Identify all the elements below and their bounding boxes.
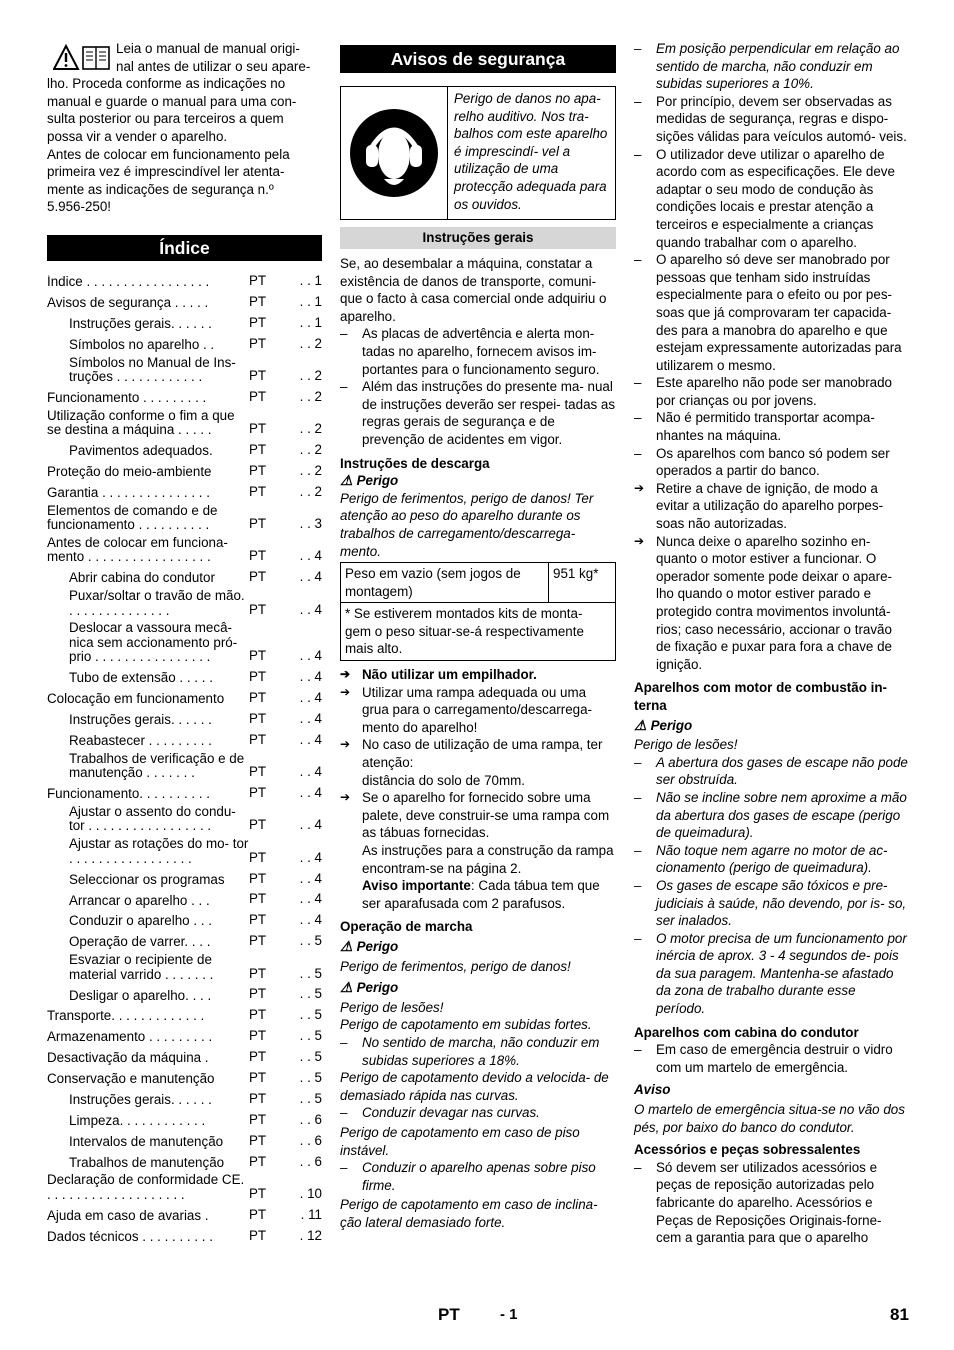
intro-line: Antes de colocar em funcionamento pela [47, 146, 290, 162]
toc-entry[interactable] [47, 985, 322, 1003]
toc-entry-language: PT [249, 314, 267, 330]
toc-entry-language: PT [249, 648, 267, 664]
toc-entry-page: . . 2 [299, 483, 322, 499]
toc-entry-page: . 10 [299, 1185, 322, 1201]
toc-entry-page: . . 2 [299, 462, 322, 478]
paragraph: Perigo de capotamento devido a velocida- de demasiado rápida nas curvas. [340, 1070, 609, 1103]
toc-entry[interactable] [47, 932, 322, 950]
toc-entry-language: PT [249, 711, 267, 727]
toc-entry-page: . . 1 [299, 293, 322, 309]
toc-entry-language: PT [249, 548, 267, 564]
arrow-subtext: distância do solo de 70mm. [362, 772, 526, 788]
toc-entry-label: Símbolos no aparelho . . [69, 337, 215, 352]
toc-entry-label: Conservação e manutenção [47, 1072, 215, 1087]
weight-note: * Se estiverem montados kits de monta- gem o peso situar-se-á respectivamente mais alto. [341, 603, 616, 661]
danger-label [340, 938, 616, 956]
toc-entry-language: PT [249, 516, 267, 532]
toc-entry-language: PT [249, 569, 267, 585]
toc-entry-page: . . 4 [299, 548, 322, 564]
toc-entry-label: Abrir cabina do condutor [69, 571, 215, 586]
warning-book-icons [53, 44, 111, 72]
dash-marker: – [340, 1105, 348, 1121]
toc-entry-language: PT [249, 912, 267, 928]
toc-entry[interactable] [47, 668, 322, 686]
arrow-text: Nunca deixe o aparelho sozinho en- quanto o motor estiver a funcionar. O operador somente pode deixar o apare- lho quando o motor estiver parado e protegido contra movimentos involuntá- rios; caso necessário, accionar o travão de fixação e puxar para fora a chave de ignição. [656, 533, 892, 672]
important-text: : Cada tábua tem que ser aparafusada com 2 parafusos. [362, 878, 600, 911]
dash-item [634, 754, 908, 789]
toc-entry-label: Desligar o aparelho. . . . [69, 988, 212, 1003]
intro-line: primeira vez é imprescindível ler atenta- [47, 164, 285, 180]
toc-entry-label: Tubo de extensão . . . . . [69, 671, 213, 686]
notice-label: Aviso [634, 1082, 671, 1098]
toc-entry-page: . . 1 [299, 314, 322, 330]
heading: Aparelhos com motor de combustão in- terna [634, 680, 887, 713]
toc-entry-language: PT [249, 1111, 267, 1127]
subsection-title: Instruções gerais [340, 227, 616, 249]
danger-label [340, 979, 616, 997]
toc-entry-language: PT [249, 1028, 267, 1044]
paragraph: Perigo de capotamento em caso de inclina- ção lateral demasiado forte. [340, 1197, 598, 1230]
intro-line: nal antes de utilizar o seu apare- [116, 58, 311, 74]
toc-entry-label: Avisos de segurança . . . . . [47, 295, 209, 310]
toc-entry[interactable] [47, 953, 322, 982]
toc-entry-page: . . 3 [299, 516, 322, 532]
warning-icon: ⚠ [634, 716, 647, 733]
toc-entry[interactable] [47, 1111, 322, 1129]
toc-entry[interactable] [47, 689, 322, 707]
paragraph: Se, ao desembalar a máquina, constatar a existência de danos de transporte, comuni- que o facto à casa comercial onde adquiriu o aparelho. [340, 256, 607, 324]
dash-item [340, 378, 616, 448]
toc-entry-language: PT [249, 731, 267, 747]
dash-marker: – [634, 754, 642, 770]
toc-entry-page: . . 5 [299, 1028, 322, 1044]
dash-item [634, 374, 908, 409]
dash-item [634, 40, 908, 93]
toc-entry-page: . . 4 [299, 601, 322, 617]
toc-entry-page: . . 4 [299, 690, 322, 706]
dash-item [634, 146, 908, 252]
dash-text: A abertura dos gases de escape não pode ser obstruída. [656, 754, 908, 788]
arrow-icon: ➔ [340, 667, 351, 682]
toc-entry-label: Trabalhos de verificação e de manutenção . . . . . . . [69, 751, 245, 781]
paragraph: Perigo de ferimentos, perigo de danos! Ter atenção ao peso do aparelho durante os trabalhos de carregamento/descarrega- mento. [340, 490, 594, 559]
toc-entry-language: PT [249, 1049, 267, 1065]
toc-entry-language: PT [249, 764, 267, 780]
toc-entry-language: PT [249, 462, 267, 478]
warning-icon: ⚠ [340, 937, 353, 954]
intro-line: possa vir a vender o aparelho. [47, 128, 228, 144]
paragraph: Perigo de ferimentos, perigo de danos! [340, 958, 571, 974]
toc-entry-page: . . 2 [299, 335, 322, 351]
toc-entry-label: Pavimentos adequados. [69, 444, 213, 459]
manual-book-icon [83, 47, 109, 69]
toc-entry-language: PT [249, 1185, 267, 1201]
heading: Operação de marcha [340, 919, 473, 935]
dash-text: Além das instruções do presente ma- nual de instruções deverão ser respei- tadas as regras gerais de segurança e de prevenção de acidentes em vigor. [362, 379, 616, 447]
dash-text: Não toque nem agarre no motor de ac- cionamento (perigo de queimadura). [656, 842, 888, 876]
toc-entry-language: PT [249, 367, 267, 383]
toc-entry-label: Armazenamento . . . . . . . . . [47, 1030, 213, 1045]
dash-item [634, 409, 908, 444]
dash-item [340, 1104, 616, 1122]
arrow-text: No caso de utilização de uma rampa, ter atenção: [362, 737, 603, 771]
arrow-text: Se o aparelho for fornecido sobre uma palete, deve construir-se uma rampa com as tábuas fornecidas. [362, 790, 610, 841]
arrow-text: Não utilizar um empilhador. [362, 667, 537, 683]
toc-entry-page: . . 4 [299, 849, 322, 865]
toc-entry-label: Intervalos de manutenção [69, 1134, 224, 1149]
toc-entry-language: PT [249, 601, 267, 617]
toc-entry-page: . . 1 [299, 272, 322, 288]
page-footer [0, 1306, 954, 1330]
dash-item [634, 93, 908, 146]
dash-item [340, 325, 616, 378]
toc-entry-label: Elementos de comando e de funcionamento . . . . . . . . . . [47, 503, 218, 533]
dash-marker: – [634, 146, 642, 162]
toc-entry-label: Dados técnicos . . . . . . . . . . [47, 1229, 213, 1244]
toc-entry[interactable] [47, 441, 322, 459]
danger-text: Perigo [650, 717, 693, 733]
dash-marker: – [634, 1159, 642, 1175]
weight-table [340, 562, 616, 661]
toc-entry[interactable] [47, 752, 322, 781]
toc-entry-page: . . 5 [299, 965, 322, 981]
dash-marker: – [340, 1160, 348, 1176]
toc-entry-language: PT [249, 272, 267, 288]
dash-marker: – [340, 326, 348, 342]
toc-entry-label: Seleccionar os programas [69, 872, 225, 887]
toc-entry-page: . . 5 [299, 933, 322, 949]
dash-item [634, 1041, 908, 1076]
toc-entry-label: Reabastecer . . . . . . . . . [69, 734, 212, 748]
toc-entry-label: Arrancar o aparelho . . . [69, 893, 210, 908]
toc-entry-language: PT [249, 785, 267, 801]
toc-entry[interactable] [47, 536, 322, 565]
toc-entry[interactable] [47, 293, 322, 311]
dash-text: Só devem ser utilizados acessórios e peças de reposição autorizadas pelo fabricante do aparelho. Acessórios e Peças de Reposições Originais-forne- cem a garantia para que o aparelho [656, 1159, 882, 1246]
dash-marker: – [634, 445, 642, 461]
intro-line: sulta posterior ou para terceiros a quem [47, 111, 284, 127]
toc-entry-page: . . 2 [299, 421, 322, 437]
toc-entry[interactable] [47, 784, 322, 802]
toc-entry-label: Ajustar as rotações do mo- tor . . . . . . . . . . . . . . . . . [69, 837, 249, 866]
toc-entry-language: PT [249, 335, 267, 351]
dash-text: Por princípio, devem ser observadas as medidas de segurança, regras e dispo- sições válidas para veículos automó- veis. [656, 93, 907, 144]
toc-entry[interactable] [47, 409, 322, 438]
toc-entry[interactable] [47, 356, 322, 385]
toc-entry-label: Esvaziar o recipiente de material varrido . . . . . . . [69, 953, 214, 982]
toc-entry-label: Funcionamento. . . . . . . . . . [47, 787, 210, 802]
paragraph: Perigo de capotamento em subidas fortes. [340, 1017, 592, 1033]
toc-entry-language: PT [249, 965, 267, 981]
warning-icon: ⚠ [340, 472, 353, 489]
intro-line: 5.956-250! [47, 199, 112, 215]
column-1 [47, 40, 322, 1248]
toc-entry-label: Ajustar o assento do condu- tor . . . . . . . . . . . . . . . . . [69, 804, 236, 834]
toc-entry[interactable] [47, 890, 322, 908]
dash-text: Em posição perpendicular em relação ao sentido de marcha, não conduzir em subidas superiores a 10%. [656, 41, 900, 92]
toc-entry-label: Símbolos no Manual de Ins- truções . . . . . . . . . . . . [69, 355, 236, 384]
footer-page-number: 81 [890, 1305, 909, 1324]
toc-entry-page: . 12 [299, 1227, 322, 1243]
toc-entry[interactable] [47, 1027, 322, 1045]
toc-entry-language: PT [249, 891, 267, 907]
arrow-icon: ➔ [634, 480, 645, 495]
toc-entry[interactable] [47, 1153, 322, 1171]
toc-entry[interactable] [47, 870, 322, 888]
table-of-contents [47, 272, 322, 1244]
toc-entry-label: Proteção do meio-ambiente [47, 464, 212, 479]
dash-text: Os gases de escape são tóxicos e pre- judiciais à saúde, não devendo, por is- so, ser inalados. [656, 877, 907, 929]
toc-entry-language: PT [249, 1153, 267, 1169]
toc-entry-page: . . 6 [299, 1111, 322, 1127]
toc-entry-page: . . 2 [299, 367, 322, 383]
toc-entry-label: Utilização conforme o fim a que se destina a máquina . . . . . [47, 408, 235, 438]
dash-text: Conduzir o aparelho apenas sobre piso firme. [362, 1160, 596, 1193]
dash-text: Conduzir devagar nas curvas. [362, 1105, 540, 1121]
dash-text: Este aparelho não pode ser manobrado por crianças ou por jovens. [656, 375, 892, 408]
intro-line: Leia o manual de manual origi- [116, 41, 300, 56]
dash-item [634, 445, 908, 480]
toc-entry-language: PT [249, 690, 267, 706]
dash-item [634, 1159, 908, 1247]
toc-entry-language: PT [249, 933, 267, 949]
arrow-item [340, 736, 616, 789]
footer-language: PT [438, 1305, 460, 1324]
toc-entry[interactable] [47, 1227, 322, 1245]
arrow-icon: ➔ [340, 737, 351, 752]
dash-item [340, 1159, 616, 1194]
toc-entry[interactable] [47, 568, 322, 586]
dash-marker: – [340, 1034, 348, 1050]
dash-item [634, 930, 908, 1018]
toc-entry[interactable] [47, 462, 322, 480]
toc-entry-language: PT [249, 441, 267, 457]
toc-entry[interactable] [47, 1173, 322, 1202]
toc-entry[interactable] [47, 483, 322, 501]
toc-entry-page: . . 2 [299, 388, 322, 404]
toc-entry-language: PT [249, 1132, 267, 1148]
toc-entry[interactable] [47, 1006, 322, 1024]
toc-entry-label: Garantia . . . . . . . . . . . . . . . [47, 485, 210, 500]
dash-item [340, 1034, 616, 1069]
dash-marker: – [634, 1042, 642, 1058]
toc-entry-label: Puxar/soltar o travão de mão. . . . . . . . . . . . . . . [69, 589, 245, 618]
heading: Acessórios e peças sobressalentes [634, 1142, 861, 1158]
dash-item [634, 877, 908, 930]
toc-entry-language: PT [249, 1206, 267, 1222]
toc-entry-language: PT [249, 1227, 267, 1243]
footer-local-page: - 1 [500, 1306, 518, 1323]
dash-text: O utilizador deve utilizar o aparelho de acordo com as especificações. Ele deve adaptar o seu modo de condução às condições locais e prestar atenção a terceiros e especialmente a crianças quando trabalhar com o aparelho. [656, 146, 895, 250]
toc-entry-language: PT [249, 849, 267, 865]
toc-entry-language: PT [249, 669, 267, 685]
intro-line: lho. Proceda conforme as indicações no [47, 76, 286, 92]
column-3 [634, 40, 908, 1247]
toc-entry-label: Colocação em funcionamento [47, 692, 225, 707]
dash-text: Os aparelhos com banco só podem ser operados a partir do banco. [656, 445, 890, 479]
toc-entry-page: . . 6 [299, 1153, 322, 1169]
warning-icon: ⚠ [340, 979, 353, 996]
paragraph: Perigo de lesões! [340, 999, 444, 1015]
dash-marker: – [634, 877, 642, 893]
toc-entry[interactable] [47, 1132, 322, 1150]
arrow-text: Retire a chave de ignição, de modo a evitar a utilização do aparelho porpes- soas não autorizadas. [656, 480, 884, 532]
toc-entry-label: Declaração de conformidade CE. . . . . . . . . . . . . . . . . . . . [47, 1173, 245, 1202]
dash-marker: – [634, 93, 642, 109]
toc-entry-language: PT [249, 870, 267, 886]
intro-block [47, 40, 322, 216]
toc-title: Índice [47, 235, 322, 261]
toc-entry-page: . . 4 [299, 785, 322, 801]
dash-text: Em caso de emergência destruir o vidro com um martelo de emergência. [656, 1042, 893, 1075]
toc-entry-language: PT [249, 986, 267, 1002]
toc-entry-page: . . 4 [299, 648, 322, 664]
toc-entry-label: Instruções gerais. . . . . . [69, 316, 212, 331]
paragraph: Perigo de capotamento em caso de piso instável. [340, 1124, 580, 1158]
toc-entry-page: . . 2 [299, 441, 322, 457]
toc-entry[interactable] [47, 621, 322, 665]
toc-entry[interactable] [47, 1069, 322, 1087]
toc-entry-page: . . 6 [299, 1132, 322, 1148]
toc-entry-page: . . 5 [299, 986, 322, 1002]
toc-entry-page: . . 5 [299, 1049, 322, 1065]
arrow-item [340, 666, 616, 684]
toc-entry-page: . . 5 [299, 1007, 322, 1023]
toc-entry-language: PT [249, 293, 267, 309]
arrow-item [340, 789, 616, 912]
toc-entry[interactable] [47, 731, 322, 749]
dash-text: Não se incline sobre nem aproxime a mão da abertura dos gases de escape (perigo de queimadura). [656, 789, 907, 841]
heading: Aparelhos com cabina do condutor [634, 1024, 859, 1040]
dash-marker: – [634, 789, 642, 805]
toc-entry-page: . . 4 [299, 764, 322, 780]
toc-entry-page: . . 4 [299, 912, 322, 928]
dash-marker: – [634, 41, 642, 56]
toc-entry-label: Antes de colocar em funciona- mento . . . . . . . . . . . . . . . . . [47, 535, 228, 565]
dash-text: O aparelho só deve ser manobrado por pessoas que tenham sido instruídas especialmente para o efeito ou por pes- soas que já comprovaram ter capacida- des para a manobra do aparelho e que estejam expressamente autorizadas para utilizarem o mesmo. [656, 252, 902, 373]
toc-entry-language: PT [249, 483, 267, 499]
toc-entry-label: Índice . . . . . . . . . . . . . . . . . [47, 275, 210, 290]
arrow-item [340, 684, 616, 737]
danger-text: Perigo [356, 938, 399, 954]
intro-line: manual e guarde o manual para uma con- [47, 93, 297, 109]
toc-entry-page: . . 4 [299, 731, 322, 747]
toc-entry-page: . . 4 [299, 870, 322, 886]
paragraph: Perigo de lesões! [634, 737, 738, 753]
section-title: Avisos de segurança [340, 45, 616, 73]
toc-entry[interactable] [47, 710, 322, 728]
toc-entry-page: . . 4 [299, 711, 322, 727]
column-2 [340, 40, 616, 1231]
toc-entry[interactable] [47, 272, 322, 290]
dash-marker: – [634, 410, 642, 426]
dash-marker: – [634, 375, 642, 391]
arrow-item [634, 480, 908, 533]
toc-entry-language: PT [249, 1007, 267, 1023]
toc-entry[interactable] [47, 589, 322, 618]
arrow-text: Utilizar uma rampa adequada ou uma grua para o carregamento/descarrega- mento do aparelho! [362, 684, 593, 735]
toc-entry-language: PT [249, 817, 267, 833]
danger-label [340, 472, 616, 490]
arrow-icon: ➔ [634, 533, 645, 548]
arrow-icon: ➔ [340, 790, 351, 805]
toc-entry[interactable] [47, 805, 322, 834]
toc-entry-label: Trabalhos de manutenção [69, 1155, 225, 1170]
toc-entry-label: Conduzir o aparelho . . . [69, 914, 212, 929]
toc-entry[interactable] [47, 335, 322, 353]
toc-entry-page: . . 5 [299, 1090, 322, 1106]
toc-entry-label: Funcionamento . . . . . . . . . [47, 390, 207, 405]
toc-entry[interactable] [47, 1206, 322, 1224]
hearing-protection-icon [341, 87, 448, 219]
dash-text: No sentido de marcha, não conduzir em subidas superiores a 18%. [362, 1034, 600, 1068]
toc-entry-label: Transporte. . . . . . . . . . . . . [47, 1009, 205, 1024]
dash-text: Não é permitido transportar acompa- nhantes na máquina. [656, 410, 875, 444]
toc-entry-page: . . 4 [299, 569, 322, 585]
toc-entry[interactable] [47, 388, 322, 406]
toc-entry-label: Desactivação da máquina . [47, 1051, 209, 1066]
toc-entry-label: Operação de varrer. . . . [69, 935, 211, 950]
arrow-icon: ➔ [340, 684, 351, 699]
hearing-protection-box [340, 86, 616, 220]
arrow-item [634, 533, 908, 674]
toc-entry[interactable] [47, 911, 322, 929]
toc-entry-page: . . 5 [299, 1070, 322, 1085]
dash-marker: – [634, 252, 642, 268]
toc-entry-page: . . 4 [299, 891, 322, 907]
toc-entry-label: Instruções gerais. . . . . . [69, 1092, 212, 1107]
dash-item [634, 789, 908, 842]
dash-text: As placas de advertência e alerta mon- tadas no aparelho, fornecem avisos im- portantes para o funcionamento seguro. [362, 326, 600, 377]
toc-entry-language: PT [249, 388, 267, 404]
dash-item [634, 842, 908, 877]
dash-item [634, 251, 908, 374]
toc-entry-language: PT [249, 1070, 267, 1085]
dash-text: O motor precisa de um funcionamento por inércia de aprox. 3 - 4 segundos de- pois da sua paragem. Mantenha-se afastado da zona de trabalho durante esse período. [656, 930, 907, 1017]
heading: Instruções de descarga [340, 455, 490, 471]
dash-marker: – [634, 930, 642, 946]
danger-label [634, 717, 908, 735]
toc-entry-page: . . 4 [299, 669, 322, 685]
toc-entry-label: Instruções gerais. . . . . . [69, 713, 212, 728]
danger-text: Perigo [356, 980, 399, 996]
toc-entry-page: . 11 [300, 1206, 322, 1222]
weight-value: 951 kg* [549, 563, 616, 603]
toc-entry[interactable] [47, 1048, 322, 1066]
dash-marker: – [340, 379, 348, 395]
toc-entry[interactable] [47, 314, 322, 332]
danger-text: Perigo [356, 473, 399, 489]
toc-entry[interactable] [47, 504, 322, 533]
important-label: Aviso importante [362, 878, 471, 894]
toc-entry-language: PT [249, 421, 267, 437]
toc-entry[interactable] [47, 1090, 322, 1108]
weight-label: Peso em vazio (sem jogos de montagem) [341, 563, 549, 603]
toc-entry-label: Deslocar a vassoura mecâ- nica sem accionamento pró- prio . . . . . . . . . . . . . . . . [69, 621, 238, 665]
toc-entry-label: Ajuda em caso de avarias . [47, 1208, 209, 1223]
toc-entry-page: . . 4 [299, 817, 322, 833]
toc-entry[interactable] [47, 837, 322, 866]
intro-line: mente as indicações de segurança n.º [47, 181, 274, 197]
paragraph: O martelo de emergência situa-se no vão dos pés, por baixo do banco do condutor. [634, 1102, 905, 1135]
dash-marker: – [634, 842, 642, 858]
arrow-subtext: As instruções para a construção da rampa encontram-se na página 2. [362, 843, 614, 876]
warning-triangle-icon [53, 44, 111, 72]
toc-entry-language: PT [249, 1090, 267, 1106]
hearing-warning-text: Perigo de danos no apa- relho auditivo. Nos tra- balhos com este aparelho é imprescindí- vel a utilização de uma protecção adequada para os ouvidos. [454, 91, 608, 212]
toc-entry-label: Limpeza. . . . . . . . . . . . [69, 1113, 206, 1128]
